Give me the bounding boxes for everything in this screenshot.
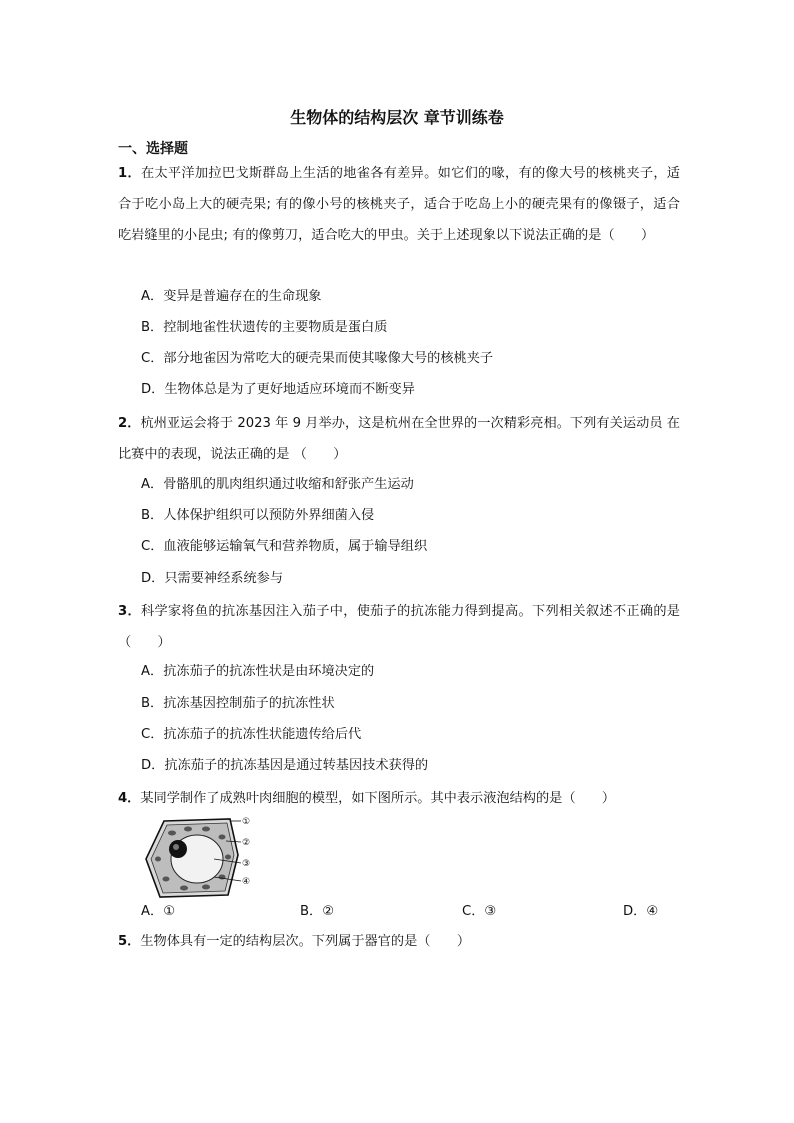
question-number: 3． — [118, 604, 141, 619]
figure-label-4: ④ — [242, 877, 251, 887]
question-1-option-a: A．变异是普遍存在的生命现象 — [141, 289, 322, 304]
leaf-cell-model-figure — [142, 815, 254, 901]
question-4-option-a: A．① — [141, 904, 176, 919]
question-4-option-b: B．② — [300, 904, 335, 919]
question-3-option-d: D．抗冻茄子的抗冻基因是通过转基因技术获得的 — [141, 758, 429, 773]
figure-label-2: ② — [242, 838, 251, 848]
figure-label-1: ① — [242, 817, 251, 827]
question-stem: 某同学制作了成熟叶肉细胞的模型，如下图所示。其中表示液泡结构的是（ ） — [140, 791, 616, 806]
question-2-option-d: D．只需要神经系统参与 — [141, 571, 284, 586]
question-4-option-c: C．③ — [462, 904, 497, 919]
question-number: 1． — [118, 166, 141, 181]
question-2 — [118, 408, 680, 470]
question-1-option-c: C．部分地雀因为常吃大的硬壳果而使其喙像大号的核桃夹子 — [141, 351, 494, 366]
question-1 — [118, 158, 680, 251]
question-3-option-a: A．抗冻茄子的抗冻性状是由环境决定的 — [141, 664, 375, 679]
question-3-option-b: B．抗冻基因控制茄子的抗冻性状 — [141, 696, 335, 711]
section-heading: 一、选择题 — [118, 141, 188, 157]
question-stem: 科学家将鱼的抗冻基因注入茄子中，使茄子的抗冻能力得到提高。下列相关叙述不正确的是（ ） — [118, 604, 680, 650]
question-4 — [118, 783, 680, 814]
question-2-option-a: A．骨骼肌的肌肉组织通过收缩和舒张产生运动 — [141, 477, 414, 492]
question-3-option-c: C．抗冻茄子的抗冻性状能遗传给后代 — [141, 727, 362, 742]
question-number: 4． — [118, 791, 141, 806]
page-title: 生物体的结构层次 章节训练卷 — [290, 108, 504, 127]
question-4-option-d: D．④ — [623, 904, 659, 919]
question-stem: 生物体具有一定的结构层次。下列属于器官的是（ ） — [140, 934, 471, 949]
question-5 — [118, 926, 680, 957]
question-stem: 杭州亚运会将于 2023 年 9 月举办，这是杭州在全世界的一次精彩亮相。下列有关运动员 在比赛中的表现，说法正确的是 （ ） — [118, 416, 680, 462]
question-number: 2． — [118, 416, 141, 431]
figure-label-3: ③ — [242, 859, 251, 869]
question-2-option-c: C．血液能够运输氧气和营养物质，属于输导组织 — [141, 539, 428, 554]
question-1-option-b: B．控制地雀性状遗传的主要物质是蛋白质 — [141, 320, 388, 335]
question-2-option-b: B．人体保护组织可以预防外界细菌入侵 — [141, 508, 375, 523]
question-3 — [118, 596, 680, 658]
question-stem: 在太平洋加拉巴戈斯群岛上生活的地雀各有差异。如它们的喙，有的像大号的核桃夹子，适合于吃小岛上大的硬壳果; 有的像小号的核桃夹子，适合于吃岛上小的硬壳果有的像镊子，适合吃岩缝里的小昆虫; 有的像剪刀，适合吃大的甲虫。关于上述现象以下说法正确的是（ ） — [118, 166, 680, 243]
question-1-option-d: D．生物体总是为了更好地适应环境而不断变异 — [141, 382, 415, 397]
question-number: 5． — [118, 934, 141, 949]
